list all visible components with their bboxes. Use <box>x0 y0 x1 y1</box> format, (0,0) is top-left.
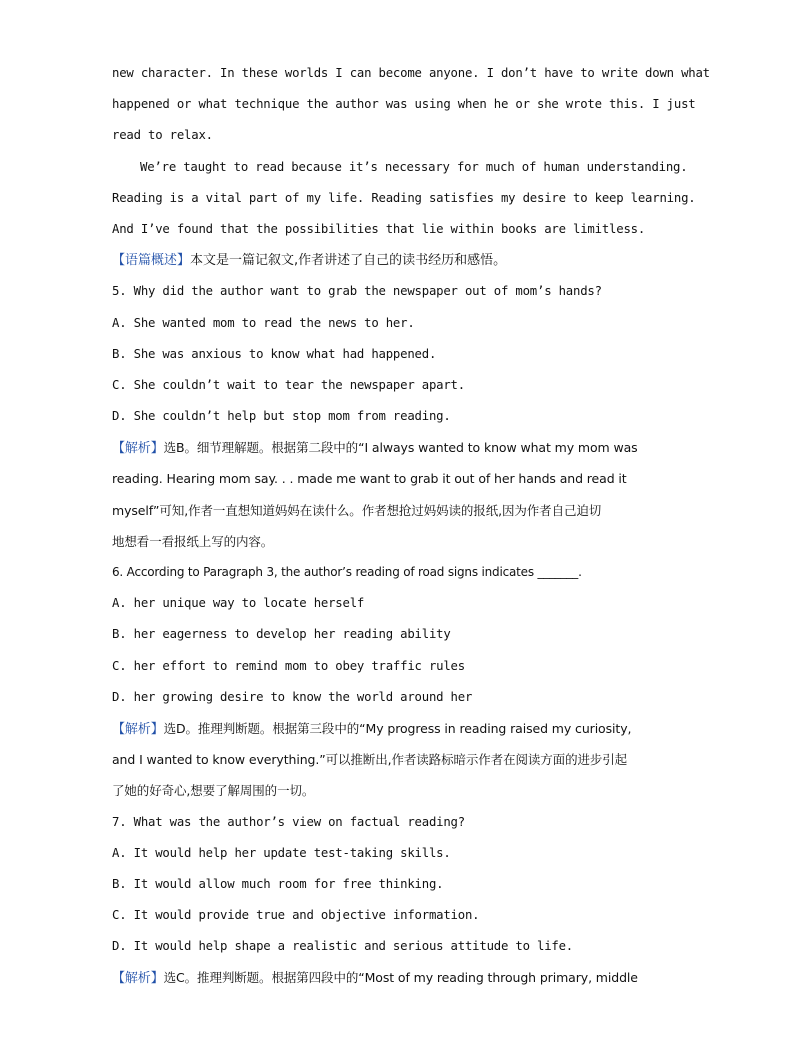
question-6-analysis-line: 了她的好奇心,想要了解周围的一切。 <box>112 783 315 799</box>
analysis-tag: 【解析】 <box>112 721 164 737</box>
question-5-analysis-line: 地想看一看报纸上写的内容。 <box>112 533 274 549</box>
question-5-analysis-line: reading. Hearing mom say. . . made me want to grab it out of her hands and read it <box>112 471 627 487</box>
analysis-tag: 【解析】 <box>112 971 164 987</box>
question-5-option-c: C. She couldn’t wait to tear the newspaper apart. <box>112 377 465 392</box>
question-6-option-c: C. her effort to remind mom to obey traffic rules <box>112 658 465 673</box>
question-7-option-b: B. It would allow much room for free thinking. <box>112 876 444 891</box>
summary-text: 本文是一篇记叙文,作者讲述了自己的读书经历和感悟。 <box>190 253 507 269</box>
passage-line: happened or what technique the author was using when he or she wrote this. I just <box>112 97 696 112</box>
passage-line: We’re taught to read because it’s necessary for much of human understanding. <box>140 159 688 174</box>
question-6-option-b: B. her eagerness to develop her reading ability <box>112 627 451 642</box>
passage-line: new character. In these worlds I can become anyone. I don’t have to write down what <box>112 66 710 80</box>
summary-tag: 【语篇概述】 <box>112 253 191 269</box>
question-7-option-c: C. It would provide true and objective information. <box>112 908 480 923</box>
document-page <box>112 58 710 994</box>
question-6-analysis-line: 【解析】选D。推理判断题。根据第三段中的“My progress in reading raised my curiosity, <box>112 720 632 737</box>
question-6-option-d: D. her growing desire to know the world around her <box>112 689 473 704</box>
question-7-option-a: A. It would help her update test-taking skills. <box>112 845 451 860</box>
passage-line: And I’ve found that the possibilities that lie within books are limitless. <box>112 221 646 236</box>
question-5-option-d: D. She couldn’t help but stop mom from reading. <box>112 409 451 424</box>
passage-line: read to relax. <box>112 128 213 143</box>
summary-line <box>112 245 684 276</box>
question-7-stem: 7. What was the author’s view on factual reading? <box>112 814 465 829</box>
analysis-tag: 【解析】 <box>112 441 164 457</box>
question-5-option-a: A. She wanted mom to read the news to her. <box>112 315 415 330</box>
question-7-analysis-line: 【解析】选C。推理判断题。根据第四段中的“Most of my reading through primary, middle <box>112 970 638 987</box>
question-7-option-d: D. It would help shape a realistic and serious attitude to life. <box>112 939 574 954</box>
question-6-option-a: A. her unique way to locate herself <box>112 596 365 611</box>
passage-line: Reading is a vital part of my life. Reading satisfies my desire to keep learning. <box>112 190 696 205</box>
question-5-analysis-line: 【解析】选B。细节理解题。根据第二段中的“I always wanted to know what my mom was <box>112 440 638 457</box>
question-5-analysis-line: myself”可知,作者一直想知道妈妈在读什么。作者想抢过妈妈读的报纸,因为作者自己迫切 <box>112 502 602 518</box>
question-6-stem: 6. According to Paragraph 3, the author’s reading of road signs indicates _______. <box>112 565 582 579</box>
question-5-stem: 5. Why did the author want to grab the newspaper out of mom’s hands? <box>112 284 602 299</box>
question-6-analysis-line: and I wanted to know everything.”可以推断出,作者读路标暗示作者在阅读方面的进步引起 <box>112 752 628 768</box>
question-5-option-b: B. She was anxious to know what had happened. <box>112 346 437 361</box>
